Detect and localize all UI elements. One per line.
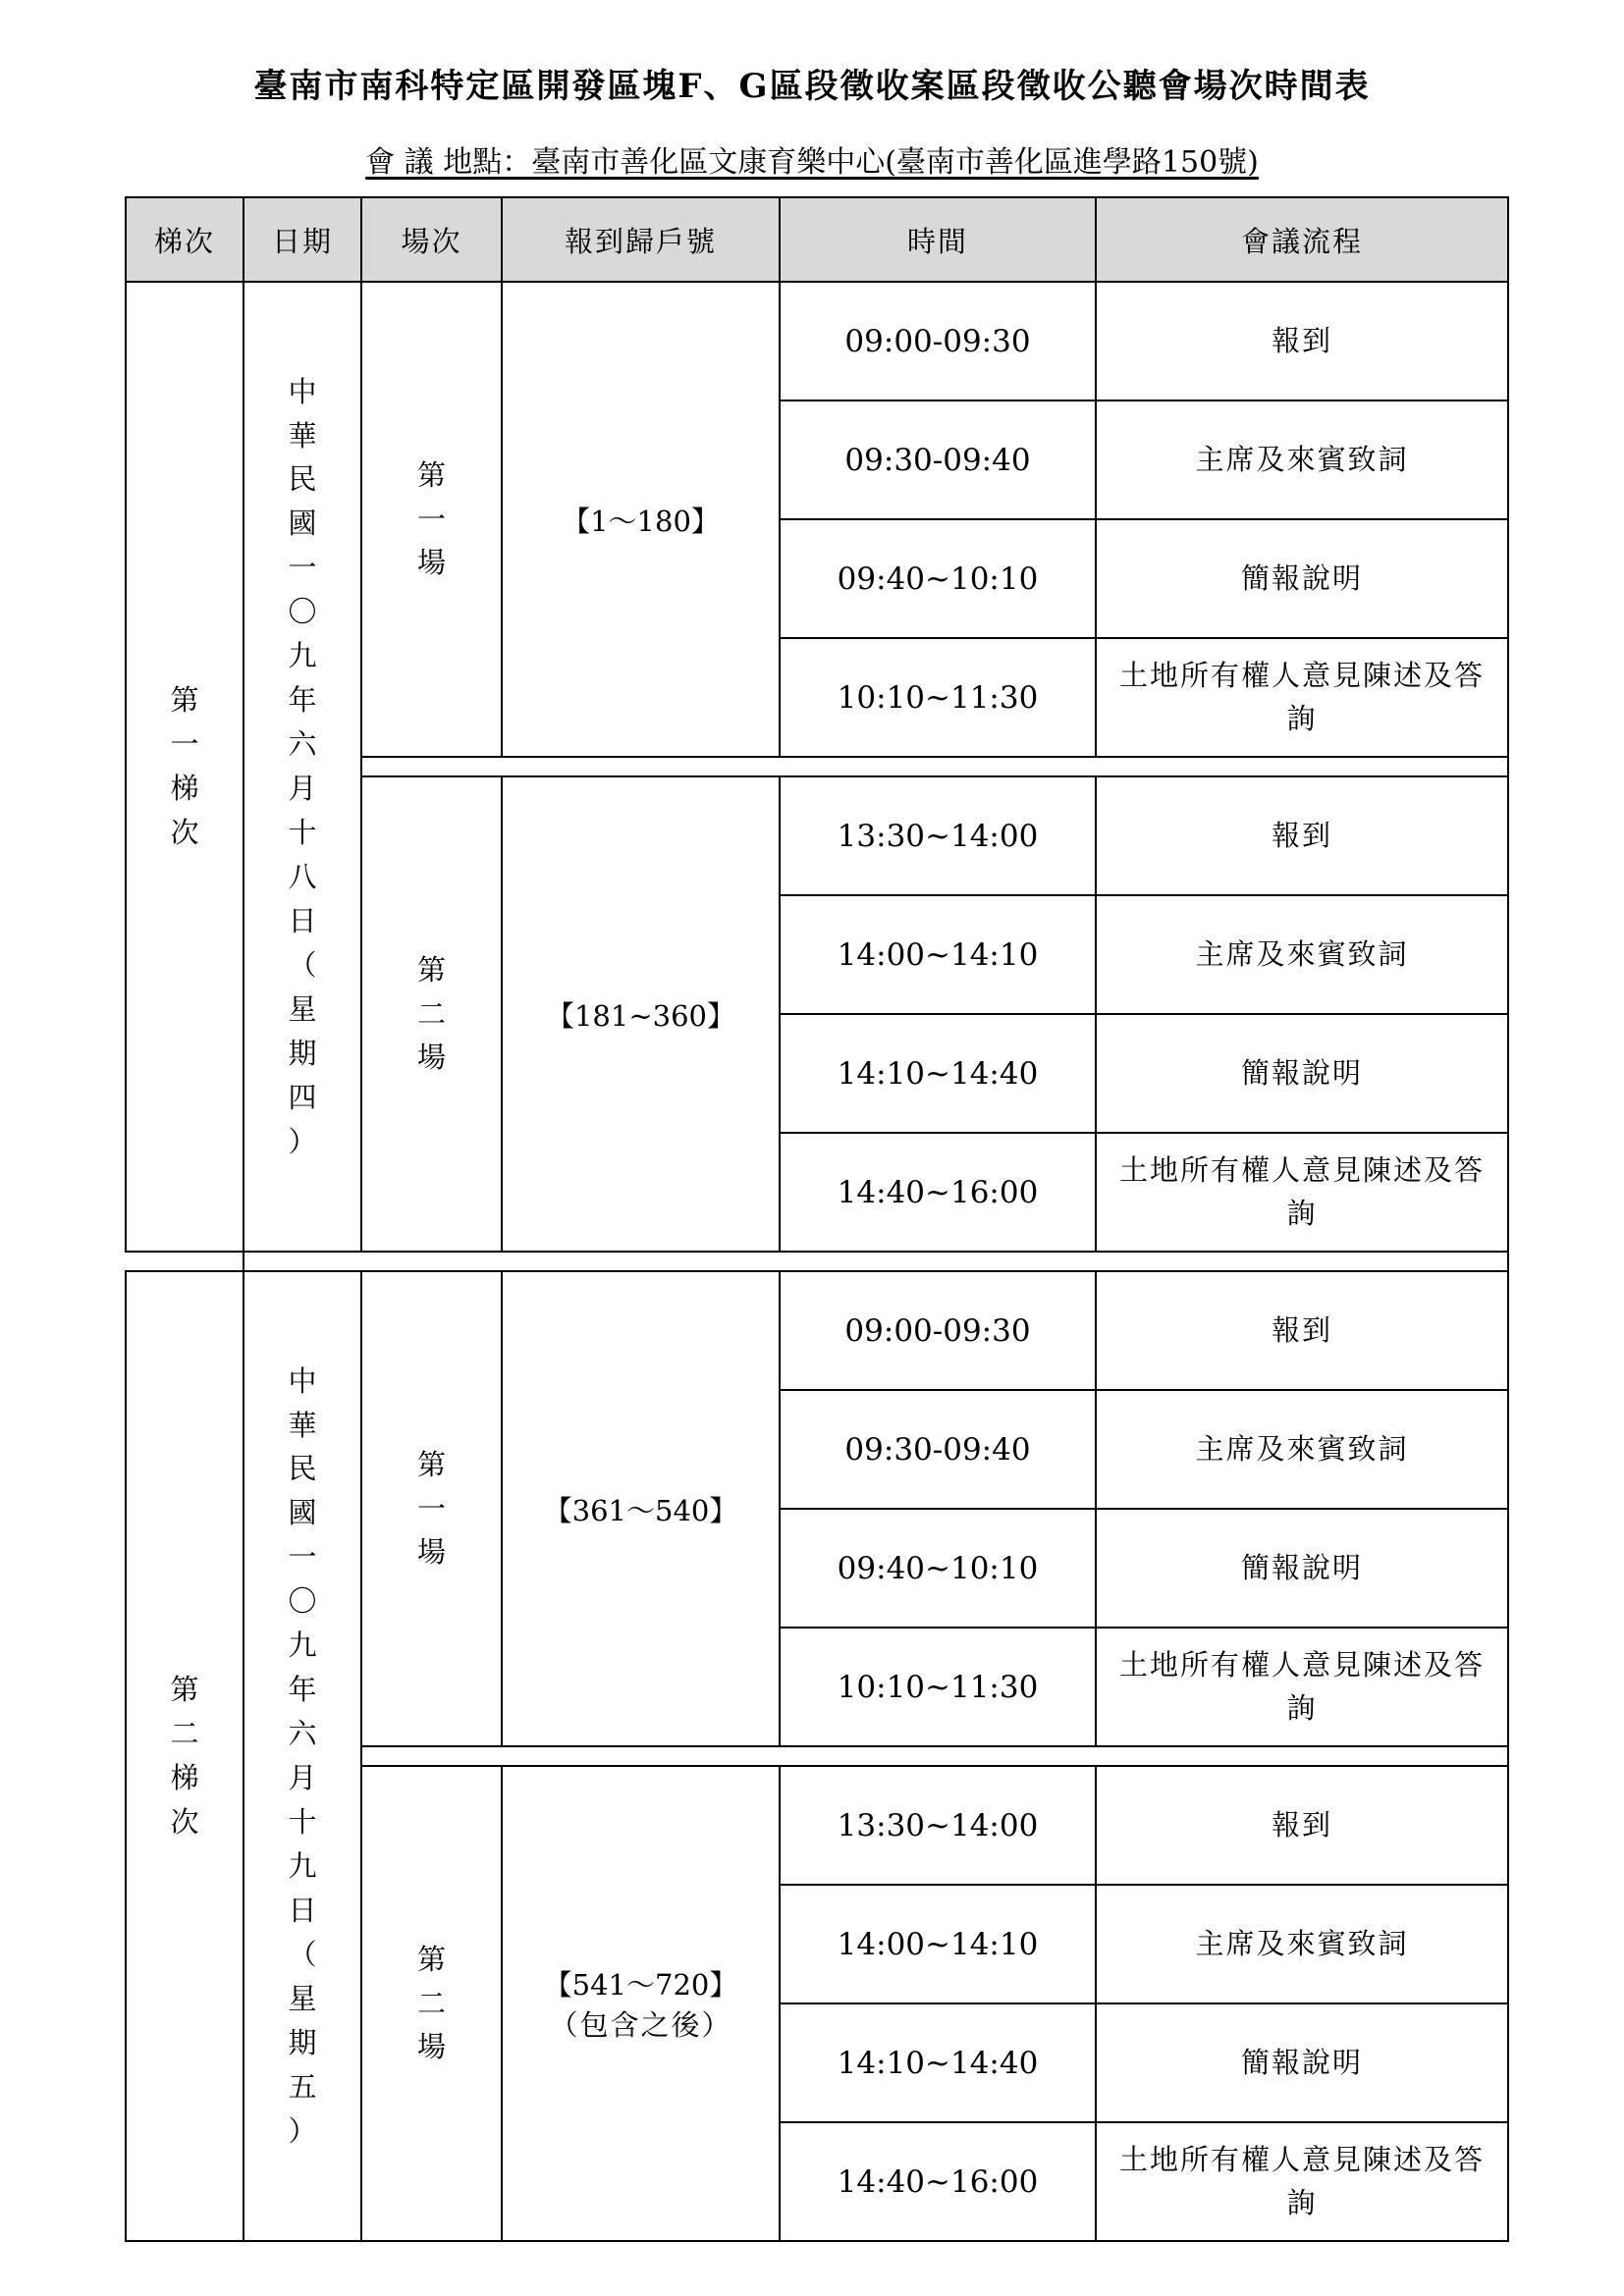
session-label: 第 二 場 xyxy=(416,952,446,1075)
agenda-cell: 報到 xyxy=(1096,776,1508,895)
time-cell: 09:40~10:10 xyxy=(780,519,1096,638)
time-cell: 09:00-09:30 xyxy=(780,1271,1096,1390)
agenda-cell: 簡報說明 xyxy=(1096,519,1508,638)
header-date: 日期 xyxy=(244,197,361,282)
session-cell xyxy=(361,282,502,757)
agenda-cell: 土地所有權人意見陳述及答詢 xyxy=(1096,1628,1508,1746)
separator-cell xyxy=(361,1746,1508,1766)
meeting-location xyxy=(0,137,1624,181)
schedule-body xyxy=(126,282,1508,2241)
time-cell: 13:30~14:00 xyxy=(780,776,1096,895)
agenda-cell: 主席及來賓致詞 xyxy=(1096,895,1508,1014)
time-cell: 14:00~14:10 xyxy=(780,1885,1096,2003)
time-cell: 14:10~14:40 xyxy=(780,1014,1096,1133)
agenda-cell: 主席及來賓致詞 xyxy=(1096,400,1508,519)
checkin-range: 【361～540】 xyxy=(543,1493,738,1527)
table-row xyxy=(126,282,1508,400)
tier-cell xyxy=(126,282,244,1252)
time-cell: 10:10~11:30 xyxy=(780,1628,1096,1746)
header-tier: 梯次 xyxy=(126,197,244,282)
tier-label: 第 二 梯 次 xyxy=(170,1673,199,1839)
header-agenda: 會議流程 xyxy=(1096,197,1508,282)
checkin-range-cell xyxy=(502,1766,780,2241)
time-cell: 09:30-09:40 xyxy=(780,1390,1096,1509)
checkin-range-cell xyxy=(502,282,780,757)
separator-cell xyxy=(361,757,1508,776)
checkin-range: 【541～720】 xyxy=(543,1968,738,2002)
separator-cell xyxy=(126,1252,244,1271)
page-title: 臺南市南科特定區開發區塊F、G區段徵收案區段徵收公聽會場次時間表 xyxy=(253,67,1371,106)
time-cell: 09:30-09:40 xyxy=(780,400,1096,519)
date-label: 中 華 民 國 一 〇 九 年 六 月 十 八 日 （ 星 期 四 ） xyxy=(288,374,317,1158)
agenda-cell: 主席及來賓致詞 xyxy=(1096,1885,1508,2003)
agenda-cell: 主席及來賓致詞 xyxy=(1096,1390,1508,1509)
separator-cell xyxy=(244,1252,1508,1271)
checkin-range: 【181~360】 xyxy=(545,998,735,1033)
agenda-cell: 報到 xyxy=(1096,1766,1508,1885)
agenda-cell: 土地所有權人意見陳述及答詢 xyxy=(1096,2122,1508,2241)
date-cell xyxy=(244,282,361,1252)
tier-cell xyxy=(126,1271,244,2241)
schedule-table xyxy=(125,196,1509,2242)
session-label: 第 一 場 xyxy=(416,457,446,580)
agenda-cell: 簡報說明 xyxy=(1096,2003,1508,2122)
time-cell: 14:40~16:00 xyxy=(780,1133,1096,1252)
session-cell xyxy=(361,1271,502,1746)
time-cell: 10:10~11:30 xyxy=(780,638,1096,757)
header-session: 場次 xyxy=(361,197,502,282)
agenda-cell: 土地所有權人意見陳述及答詢 xyxy=(1096,638,1508,757)
date-label: 中 華 民 國 一 〇 九 年 六 月 十 九 日 （ 星 期 五 ） xyxy=(288,1363,317,2148)
session-cell xyxy=(361,776,502,1252)
session-label: 第 二 場 xyxy=(416,1942,446,2064)
time-cell: 14:10~14:40 xyxy=(780,2003,1096,2122)
header-row xyxy=(126,197,1508,282)
checkin-range-cell xyxy=(502,1271,780,1746)
agenda-cell: 簡報說明 xyxy=(1096,1014,1508,1133)
agenda-cell: 簡報說明 xyxy=(1096,1509,1508,1628)
date-cell xyxy=(244,1271,361,2241)
time-cell: 13:30~14:00 xyxy=(780,1766,1096,1885)
session-label: 第 一 場 xyxy=(416,1447,446,1570)
agenda-cell: 土地所有權人意見陳述及答詢 xyxy=(1096,1133,1508,1252)
time-cell: 14:40~16:00 xyxy=(780,2122,1096,2241)
tier-label: 第 一 梯 次 xyxy=(170,683,199,849)
table-row xyxy=(126,1271,1508,1390)
time-cell: 09:00-09:30 xyxy=(780,282,1096,400)
session-cell xyxy=(361,1766,502,2241)
agenda-cell: 報到 xyxy=(1096,1271,1508,1390)
time-cell: 09:40~10:10 xyxy=(780,1509,1096,1628)
group-separator xyxy=(126,1252,1508,1271)
checkin-range: 【1～180】 xyxy=(562,504,720,538)
meeting-location-text: 會 議 地點：臺南市善化區文康育樂中心(臺南市善化區進學路150號) xyxy=(365,145,1259,180)
header-checkin-range: 報到歸戶號 xyxy=(502,197,780,282)
header-time: 時間 xyxy=(780,197,1096,282)
agenda-cell: 報到 xyxy=(1096,282,1508,400)
checkin-range-cell xyxy=(502,776,780,1252)
time-cell: 14:00~14:10 xyxy=(780,895,1096,1014)
checkin-range-note: （包含之後） xyxy=(549,2008,732,2042)
